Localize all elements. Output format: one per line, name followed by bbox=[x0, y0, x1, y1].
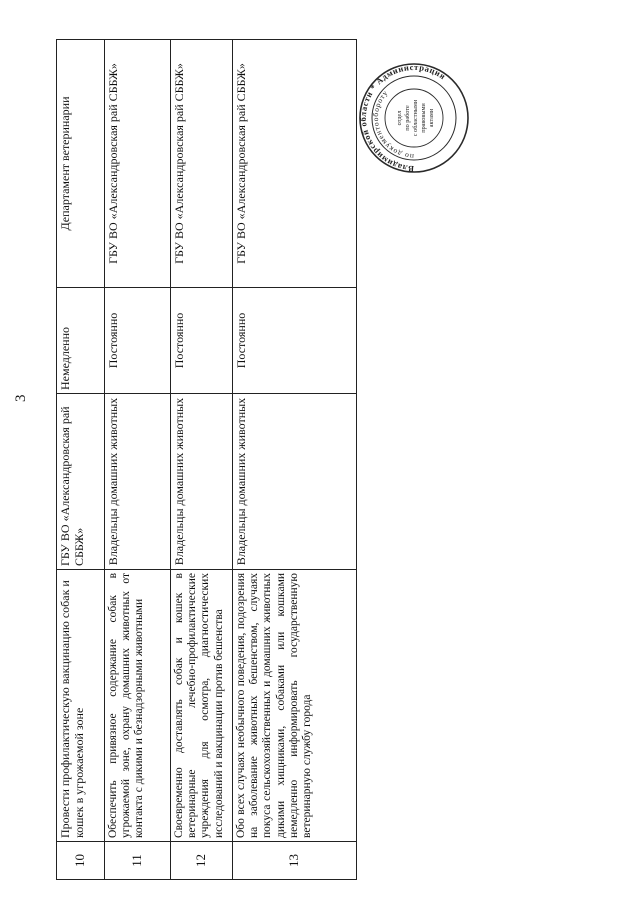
row-number: 12 bbox=[171, 842, 233, 880]
measures-table bbox=[56, 39, 357, 880]
control-cell: ГБУ ВО «Александровская рай СББЖ» bbox=[171, 40, 233, 288]
official-stamp bbox=[358, 62, 470, 174]
stamp-outer-text: Владимирской области * Администрация bbox=[358, 62, 448, 174]
action-cell: Обо всех случаях необычного поведения, подозрения на заболевание животных бешенством, случаях покуса сельскохозяйственных и домашних животных дикими хищниками, собаками или кошками немедленно информировать государственную ветеринарную службу города bbox=[233, 570, 357, 842]
responsible-cell: ГБУ ВО «Александровская рай СББЖ» bbox=[57, 394, 105, 570]
action-cell: Провести профилактическую вакцинацию собак и кошек в угрожаемой зоне bbox=[57, 570, 105, 842]
stamp-center-line: актами bbox=[428, 108, 435, 128]
action-cell: Своевременно доставлять собак и кошек в ветеринарные лечебно-профилактические учреждения для осмотра, диагностических исследований и вакцинации против бешенства bbox=[171, 570, 233, 842]
deadline-cell: Немедленно bbox=[57, 288, 105, 394]
table-row bbox=[57, 40, 105, 880]
responsible-cell: Владельцы домашних животных bbox=[171, 394, 233, 570]
responsible-cell: Владельцы домашних животных bbox=[233, 394, 357, 570]
row-number: 11 bbox=[105, 842, 171, 880]
stamp-center-line: с областными bbox=[412, 99, 419, 137]
action-cell: Обеспечить привязное содержание собак в угрожаемой зоне, охрану домашних животных от контакта с дикими и безнадзорными животными bbox=[105, 570, 171, 842]
deadline-cell: Постоянно bbox=[171, 288, 233, 394]
table-row bbox=[171, 40, 233, 880]
table-row bbox=[105, 40, 171, 880]
row-number: 13 bbox=[233, 842, 357, 880]
deadline-cell: Постоянно bbox=[233, 288, 357, 394]
row-number: 10 bbox=[57, 842, 105, 880]
page-number: 3 bbox=[13, 394, 29, 402]
stamp-center-line: отдел bbox=[396, 110, 403, 126]
stamp-inner-text: по документообороту bbox=[370, 88, 415, 162]
control-cell: ГБУ ВО «Александровская рай СББЖ» bbox=[105, 40, 171, 288]
responsible-cell: Владельцы домашних животных bbox=[105, 394, 171, 570]
control-cell: Департамент ветеринарии bbox=[57, 40, 105, 288]
deadline-cell: Постоянно bbox=[105, 288, 171, 394]
stamp-center-line: правовыми bbox=[420, 103, 427, 133]
table-row bbox=[233, 40, 357, 880]
stamp-center-line: по работе bbox=[404, 105, 411, 131]
table-container bbox=[56, 40, 356, 880]
control-cell: ГБУ ВО «Александровская рай СББЖ» bbox=[233, 40, 357, 288]
